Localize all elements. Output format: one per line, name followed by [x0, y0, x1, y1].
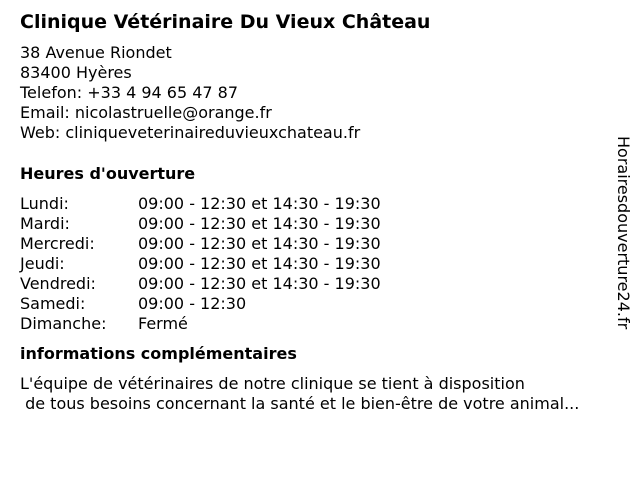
clinic-name: Clinique Vétérinaire Du Vieux Château [20, 11, 431, 33]
day-hours: 09:00 - 12:30 et 14:30 - 19:30 [138, 194, 381, 213]
day-hours: 09:00 - 12:30 et 14:30 - 19:30 [138, 214, 381, 233]
day-label: Mercredi: [20, 234, 95, 253]
hours-list [20, 194, 616, 334]
day-hours: 09:00 - 12:30 [138, 294, 247, 313]
hours-row-thursday [20, 254, 616, 274]
day-label: Dimanche: [20, 314, 107, 333]
hours-row-saturday [20, 294, 616, 314]
address-city: 83400 Hyères [20, 63, 132, 82]
day-hours: 09:00 - 12:30 et 14:30 - 19:30 [138, 274, 381, 293]
day-hours: Fermé [138, 314, 188, 333]
day-label: Jeudi: [20, 254, 65, 273]
day-hours: 09:00 - 12:30 et 14:30 - 19:30 [138, 254, 381, 273]
day-label: Samedi: [20, 294, 86, 313]
address-street: 38 Avenue Riondet [20, 43, 172, 62]
day-label: Mardi: [20, 214, 70, 233]
extra-info-heading: informations complémentaires [20, 344, 297, 363]
hours-row-wednesday [20, 234, 616, 254]
watermark [612, 136, 634, 342]
email-line: Email: nicolastruelle@orange.fr [20, 103, 272, 122]
day-label: Vendredi: [20, 274, 96, 293]
day-label: Lundi: [20, 194, 69, 213]
hours-row-monday [20, 194, 616, 214]
hours-row-tuesday [20, 214, 616, 234]
extra-info-line-1: L'équipe de vétérinaires de notre clinique se tient à disposition [20, 374, 525, 393]
extra-info-line-2: de tous besoins concernant la santé et le bien-être de votre animal... [20, 394, 580, 413]
web-line: Web: cliniqueveterinaireduvieuxchateau.fr [20, 123, 361, 142]
day-hours: 09:00 - 12:30 et 14:30 - 19:30 [138, 234, 381, 253]
hours-heading: Heures d'ouverture [20, 164, 196, 183]
hours-row-friday [20, 274, 616, 294]
hours-row-sunday [20, 314, 616, 334]
phone-line: Telefon: +33 4 94 65 47 87 [20, 83, 239, 102]
clinic-card [20, 10, 616, 414]
watermark-text: Horairesdouverture24.fr [614, 136, 633, 330]
